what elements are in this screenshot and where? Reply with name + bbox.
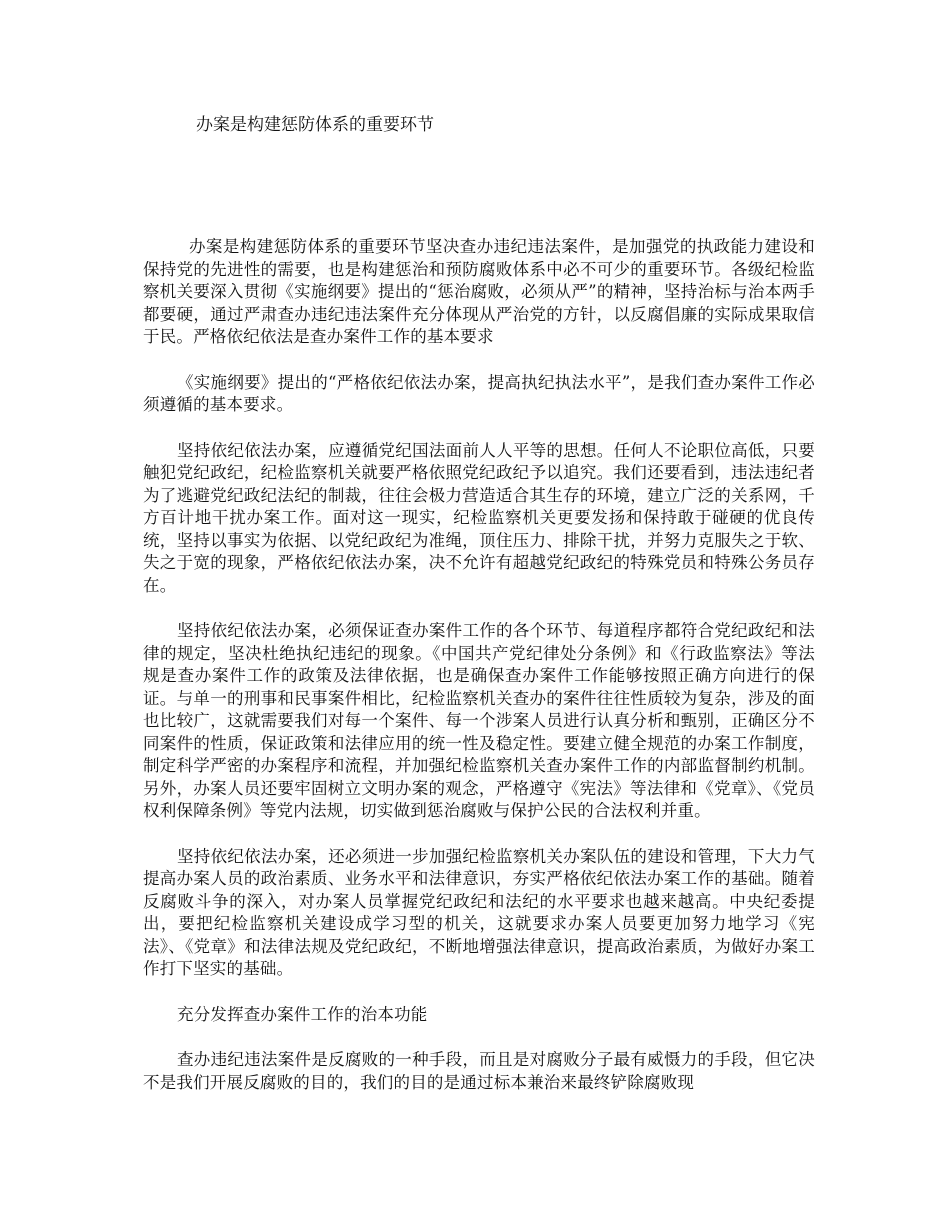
section-heading: 充分发挥查办案件工作的治本功能 [177,1004,428,1024]
document-body [143,236,815,1117]
document-title: 办案是构建惩防体系的重要环节 [196,115,434,135]
paragraph-5: 坚持依纪依法办案，还必须进一步加强纪检监察机关办案队伍的建设和管理，下大力气提高办案人员的政治素质、业务水平和法律意识，夯实严格依纪依法办案工作的基础。随着反腐败斗争的深入，对办案人员掌握党纪政纪和法纪的水平要求也越来越高。中央纪委提出，要把纪检监察机关建设成学习型的机关，这就要求办案人员要更加努力地学习《宪法》、《党章》和法律法规及党纪政纪，不断地增强法律意识，提高政治素质，为做好办案工作打下坚实的基础。 [143,846,815,978]
paragraph-3: 坚持依纪依法办案，应遵循党纪国法面前人人平等的思想。任何人不论职位高低，只要触犯党纪政纪，纪检监察机关就要严格依照党纪政纪予以追究。我们还要看到，违法违纪者为了逃避党纪政纪法纪的制裁，往往会极力营造适合其生存的环境，建立广泛的关系网，千方百计地干扰办案工作。面对这一现实，纪检监察机关更要发扬和保持敢于碰硬的优良传统，坚持以事实为依据、以党纪政纪为准绳，顶住压力、排除干扰，并努力克服失之于软、失之于宽的现象，严格依纪依法办案，决不允许有超越党纪政纪的特殊党员和特殊公务员存在。 [143,440,815,595]
paragraph-4: 坚持依纪依法办案，必须保证查办案件工作的各个环节、每道程序都符合党纪政纪和法律的规定，坚决杜绝执纪违纪的现象。《中国共产党纪律处分条例》和《行政监察法》等法规是查办案件工作的政策及法律依据，也是确保查办案件工作能够按照正确方向进行的保证。与单一的刑事和民事案件相比，纪检监察机关查办的案件往往性质较为复杂，涉及的面也比较广，这就需要我们对每一个案件、每一个涉案人员进行认真分析和甄别，正确区分不同案件的性质，保证政策和法律应用的统一性及稳定性。要建立健全规范的办案工作制度，制定科学严密的办案程序和流程，并加强纪检监察机关查办案件工作的内部监督制约机制。另外，办案人员还要牢固树立文明办案的观念，严格遵守《宪法》等法律和《党章》、《党员权利保障条例》等党内法规，切实做到惩治腐败与保护公民的合法权利并重。 [143,621,815,820]
paragraph-2: 《实施纲要》提出的“严格依纪依法办案，提高执纪执法水平”，是我们查办案件工作必须遵循的基本要求。 [143,372,815,414]
paragraph-1: 办案是构建惩防体系的重要环节坚决查办违纪违法案件，是加强党的执政能力建设和保持党的先进性的需要，也是构建惩治和预防腐败体系中必不可少的重要环节。各级纪检监察机关要深入贯彻《实施纲要》提出的“惩治腐败，必须从严”的精神，坚持治标与治本两手都要硬，通过严肃查办违纪违法案件充分体现从严治党的方针，以反腐倡廉的实际成果取信于民。严格依纪依法是查办案件工作的基本要求 [143,237,815,346]
paragraph-6: 查办违纪违法案件是反腐败的一种手段，而且是对腐败分子最有威慑力的手段，但它决不是我们开展反腐败的目的，我们的目的是通过标本兼治来最终铲除腐败现 [143,1050,815,1092]
